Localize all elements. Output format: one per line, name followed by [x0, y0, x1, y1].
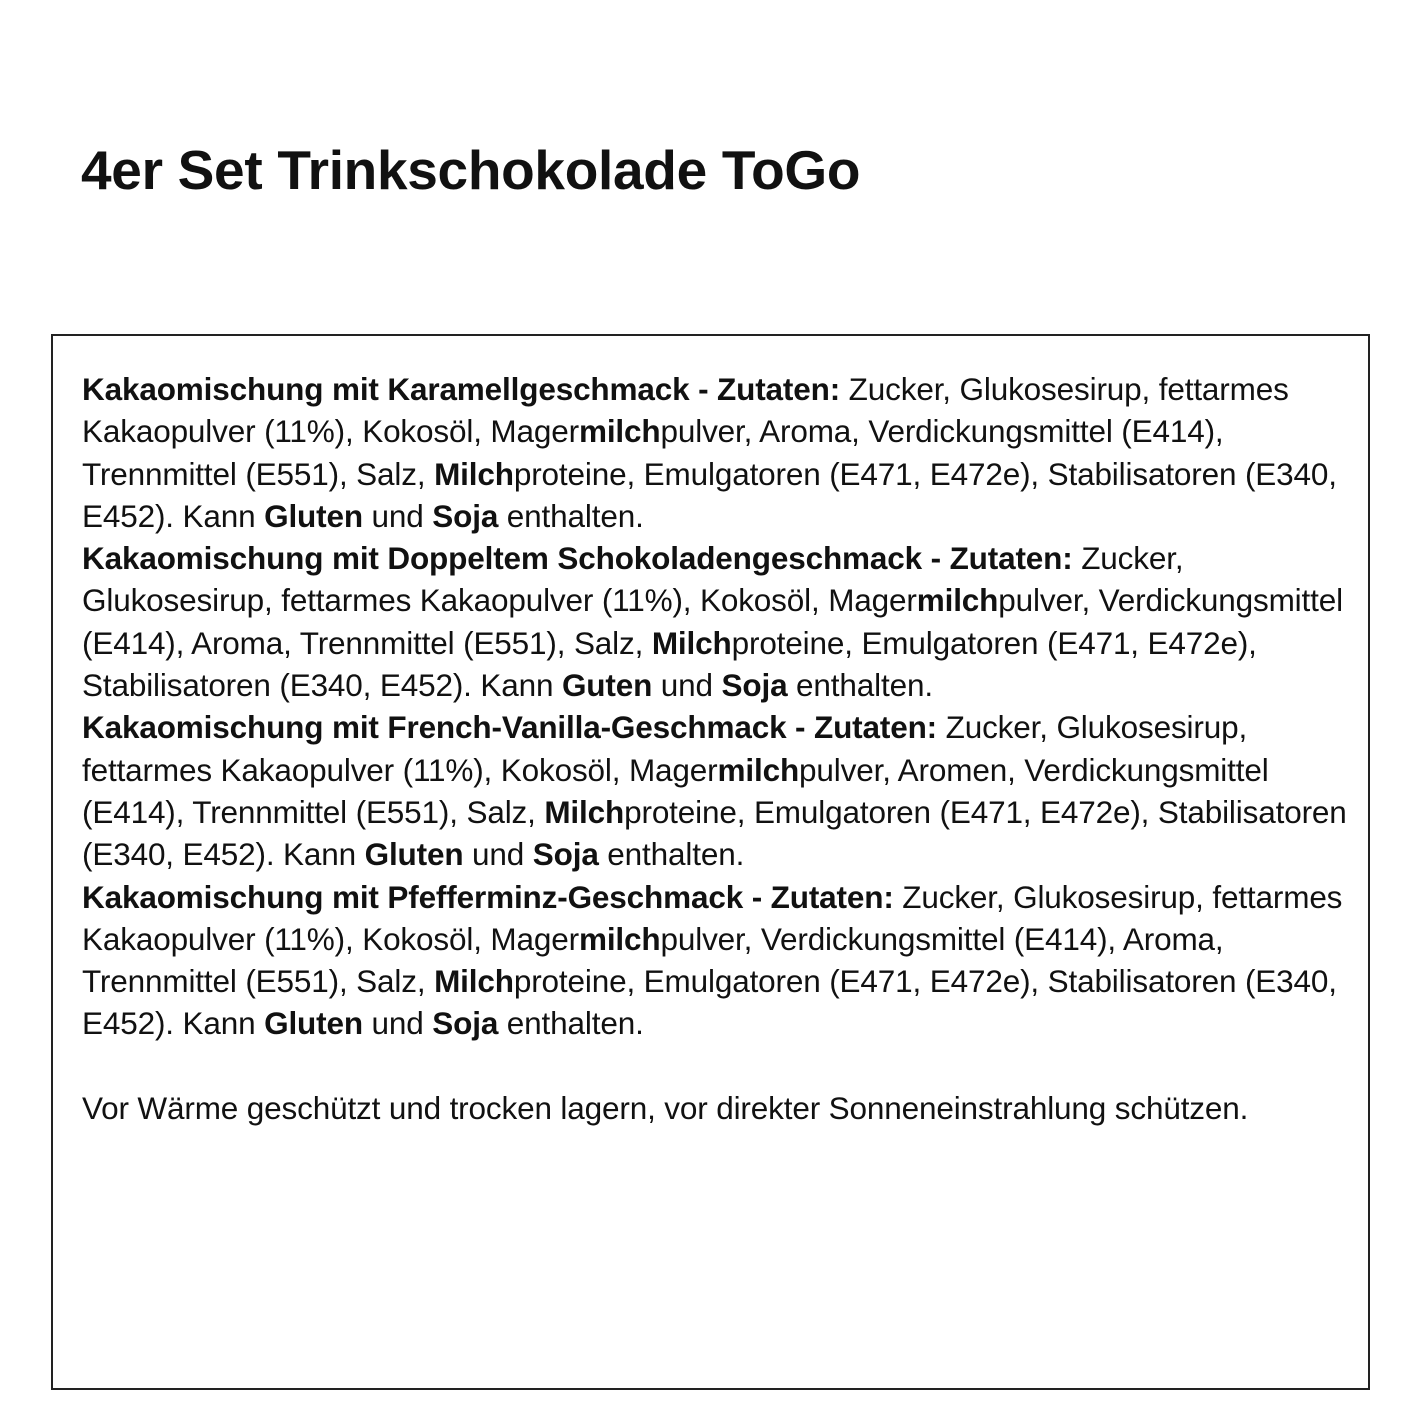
ingredient-text: und	[652, 667, 722, 704]
allergen-highlight: Milch	[651, 624, 732, 661]
ingredient-heading: Kakaomischung mit Pfefferminz-Geschmack - Zutaten:	[82, 878, 894, 915]
ingredient-paragraph-double-chocolate	[82, 537, 1352, 706]
ingredients-content	[82, 368, 1356, 1129]
allergen-highlight: milch	[916, 582, 999, 619]
allergen-highlight: milch	[578, 413, 661, 450]
ingredient-text: und	[362, 497, 433, 534]
ingredient-text: enthalten.	[787, 667, 933, 704]
ingredient-text: proteine, Emulgatoren (E471, E472e), Stabilisatoren (E340, E452). Kann	[82, 455, 1346, 534]
allergen-highlight: Soja	[432, 1005, 499, 1042]
ingredient-text: Zucker, Glukosesirup, fettarmes Kakaopulver (11%), Kokosöl, Mager	[82, 371, 1298, 450]
allergen-highlight: Guten	[561, 667, 653, 704]
ingredients-box	[51, 334, 1370, 1390]
product-title: 4er Set Trinkschokolade ToGo	[81, 139, 861, 201]
allergen-highlight: Soja	[721, 667, 788, 704]
ingredient-paragraph-caramel	[82, 368, 1352, 537]
allergen-highlight: Soja	[432, 497, 499, 534]
allergen-highlight: milch	[717, 751, 800, 788]
ingredient-text: Zucker, Glukosesirup, fettarmes Kakaopulver (11%), Kokosöl, Mager	[82, 709, 1256, 788]
allergen-highlight: Milch	[544, 793, 625, 830]
ingredient-text: proteine, Emulgatoren (E471, E472e), Stabilisatoren (E340, E452). Kann	[82, 624, 1266, 704]
ingredient-text: proteine, Emulgatoren (E471, E472e), Stabilisatoren (E340, E452). Kann	[82, 793, 1356, 873]
ingredient-paragraph-french-vanilla	[82, 706, 1356, 875]
allergen-highlight: Gluten	[364, 836, 464, 873]
ingredient-text: pulver, Aroma, Verdickungsmittel (E414), Trennmittel (E551), Salz,	[82, 413, 1232, 492]
ingredient-text: pulver, Verdickungsmittel (E414), Aroma, Trennmittel (E551), Salz,	[82, 582, 1352, 661]
allergen-highlight: Milch	[434, 455, 514, 492]
ingredient-heading: Kakaomischung mit Doppeltem Schokoladengeschmack - Zutaten:	[82, 540, 1073, 577]
allergen-highlight: Gluten	[264, 1005, 363, 1042]
storage-note: Vor Wärme geschützt und trocken lagern, vor direkter Sonneneinstrahlung schützen.	[82, 1089, 1249, 1126]
ingredient-text: pulver, Aromen, Verdickungsmittel (E414), Trennmittel (E551), Salz,	[82, 751, 1278, 830]
allergen-highlight: Milch	[434, 963, 514, 1000]
ingredient-text: pulver, Verdickungsmittel (E414), Aroma, Trennmittel (E551), Salz,	[82, 920, 1232, 1000]
allergen-highlight: Gluten	[264, 497, 363, 534]
ingredient-heading: Kakaomischung mit Karamellgeschmack - Zutaten:	[82, 371, 841, 407]
ingredient-text: und	[463, 836, 533, 873]
allergen-highlight: Soja	[532, 836, 599, 873]
ingredient-heading: Kakaomischung mit French-Vanilla-Geschmack - Zutaten:	[82, 709, 938, 746]
ingredient-text: proteine, Emulgatoren (E471, E472e), Stabilisatoren (E340, E452). Kann	[82, 963, 1346, 1042]
ingredient-text: und	[362, 1005, 433, 1042]
ingredient-text: enthalten.	[598, 836, 745, 873]
allergen-highlight: milch	[578, 920, 661, 957]
ingredient-text: enthalten.	[498, 497, 644, 534]
ingredient-text: Zucker, Glukosesirup, fettarmes Kakaopulver (11%), Kokosöl, Mager	[82, 540, 1193, 619]
ingredient-paragraph-peppermint	[82, 876, 1352, 1045]
ingredient-text: enthalten.	[498, 1005, 644, 1042]
ingredient-text: Zucker, Glukosesirup, fettarmes Kakaopulver (11%), Kokosöl, Mager	[82, 878, 1351, 957]
